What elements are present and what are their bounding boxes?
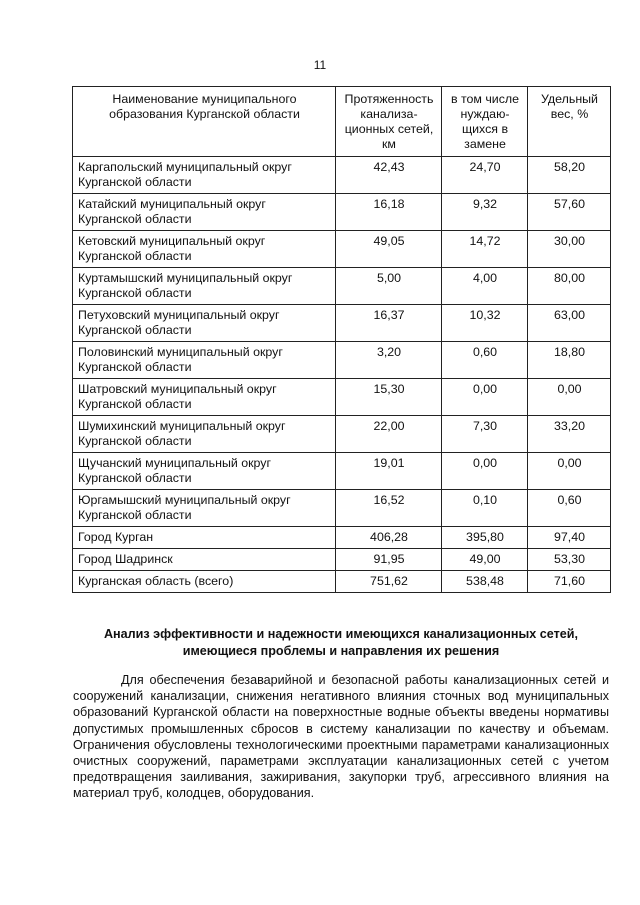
replacement-cell: 538,48 [442, 571, 528, 593]
replacement-cell: 9,32 [442, 194, 528, 231]
share-cell: 0,60 [528, 490, 611, 527]
municipality-cell: Курганская область (всего) [73, 571, 336, 593]
replacement-cell: 0,10 [442, 490, 528, 527]
length-cell: 16,52 [336, 490, 442, 527]
header-needing-replacement: в том числе нуждаю-щихся в замене [442, 87, 528, 157]
municipality-cell: Шумихинский муниципальный округ Курганской области [73, 416, 336, 453]
length-cell: 91,95 [336, 549, 442, 571]
share-cell: 58,20 [528, 157, 611, 194]
replacement-cell: 0,00 [442, 379, 528, 416]
length-cell: 16,18 [336, 194, 442, 231]
length-cell: 49,05 [336, 231, 442, 268]
replacement-cell: 0,00 [442, 453, 528, 490]
municipality-cell: Катайский муниципальный округ Курганской области [73, 194, 336, 231]
length-cell: 19,01 [336, 453, 442, 490]
table-row [73, 527, 611, 549]
length-cell: 16,37 [336, 305, 442, 342]
table-row [73, 305, 611, 342]
length-cell: 15,30 [336, 379, 442, 416]
header-municipality: Наименование муниципального образования Курганской области [73, 87, 336, 157]
share-cell: 80,00 [528, 268, 611, 305]
share-cell: 18,80 [528, 342, 611, 379]
replacement-cell: 4,00 [442, 268, 528, 305]
municipality-cell: Куртамышский муниципальный округ Курганской области [73, 268, 336, 305]
share-cell: 57,60 [528, 194, 611, 231]
table-row [73, 549, 611, 571]
share-cell: 71,60 [528, 571, 611, 593]
share-cell: 33,20 [528, 416, 611, 453]
share-cell: 97,40 [528, 527, 611, 549]
table-row [73, 342, 611, 379]
municipality-cell: Город Шадринск [73, 549, 336, 571]
share-cell: 0,00 [528, 453, 611, 490]
share-cell: 0,00 [528, 379, 611, 416]
replacement-cell: 0,60 [442, 342, 528, 379]
length-cell: 3,20 [336, 342, 442, 379]
sewer-network-table [72, 86, 611, 593]
section-heading: Анализ эффективности и надежности имеющихся канализационных сетей, имеющиеся проблемы и направления их решения [103, 627, 579, 658]
table-row [73, 379, 611, 416]
municipality-cell: Щучанский муниципальный округ Курганской области [73, 453, 336, 490]
length-cell: 406,28 [336, 527, 442, 549]
table-row [73, 453, 611, 490]
municipality-cell: Половинский муниципальный округ Курганской области [73, 342, 336, 379]
table-row [73, 231, 611, 268]
table-body [73, 157, 611, 593]
replacement-cell: 10,32 [442, 305, 528, 342]
share-cell: 53,30 [528, 549, 611, 571]
length-cell: 5,00 [336, 268, 442, 305]
table-row [73, 157, 611, 194]
table-row [73, 571, 611, 593]
table-header-row [73, 87, 611, 157]
replacement-cell: 7,30 [442, 416, 528, 453]
share-cell: 30,00 [528, 231, 611, 268]
table-row [73, 194, 611, 231]
municipality-cell: Юргамышский муниципальный округ Курганской области [73, 490, 336, 527]
municipality-cell: Шатровский муниципальный округ Курганской области [73, 379, 336, 416]
municipality-cell: Каргапольский муниципальный округ Курганской области [73, 157, 336, 194]
table-row [73, 416, 611, 453]
header-share-percent: Удельный вес, % [528, 87, 611, 157]
share-cell: 63,00 [528, 305, 611, 342]
length-cell: 22,00 [336, 416, 442, 453]
page-number: 11 [313, 58, 327, 72]
municipality-cell: Петуховский муниципальный округ Курганской области [73, 305, 336, 342]
replacement-cell: 24,70 [442, 157, 528, 194]
replacement-cell: 395,80 [442, 527, 528, 549]
length-cell: 42,43 [336, 157, 442, 194]
table-row [73, 490, 611, 527]
length-cell: 751,62 [336, 571, 442, 593]
table-row [73, 268, 611, 305]
municipality-cell: Город Курган [73, 527, 336, 549]
section-paragraph: Для обеспечения безаварийной и безопасной работы канализационных сетей и сооружений канализации, снижения негативного влияния сточных вод муниципальных образований Курганской области на поверхностные водные объекты введены нормативы допустимых промышленных сбросов в систему канализации по качеству и объемам. Ограничения обусловлены технологическими проектными параметрами канализационных очистных сооружений, параметрами эксплуатации канализационных сетей с учетом предотвращения заиливания, зажиривания, закупорки труб, агрессивного влияния на материал труб, колодцев, оборудования. [73, 673, 609, 801]
header-network-length: Протяженность канализа-ционных сетей, км [336, 87, 442, 157]
replacement-cell: 14,72 [442, 231, 528, 268]
replacement-cell: 49,00 [442, 549, 528, 571]
municipality-cell: Кетовский муниципальный округ Курганской области [73, 231, 336, 268]
